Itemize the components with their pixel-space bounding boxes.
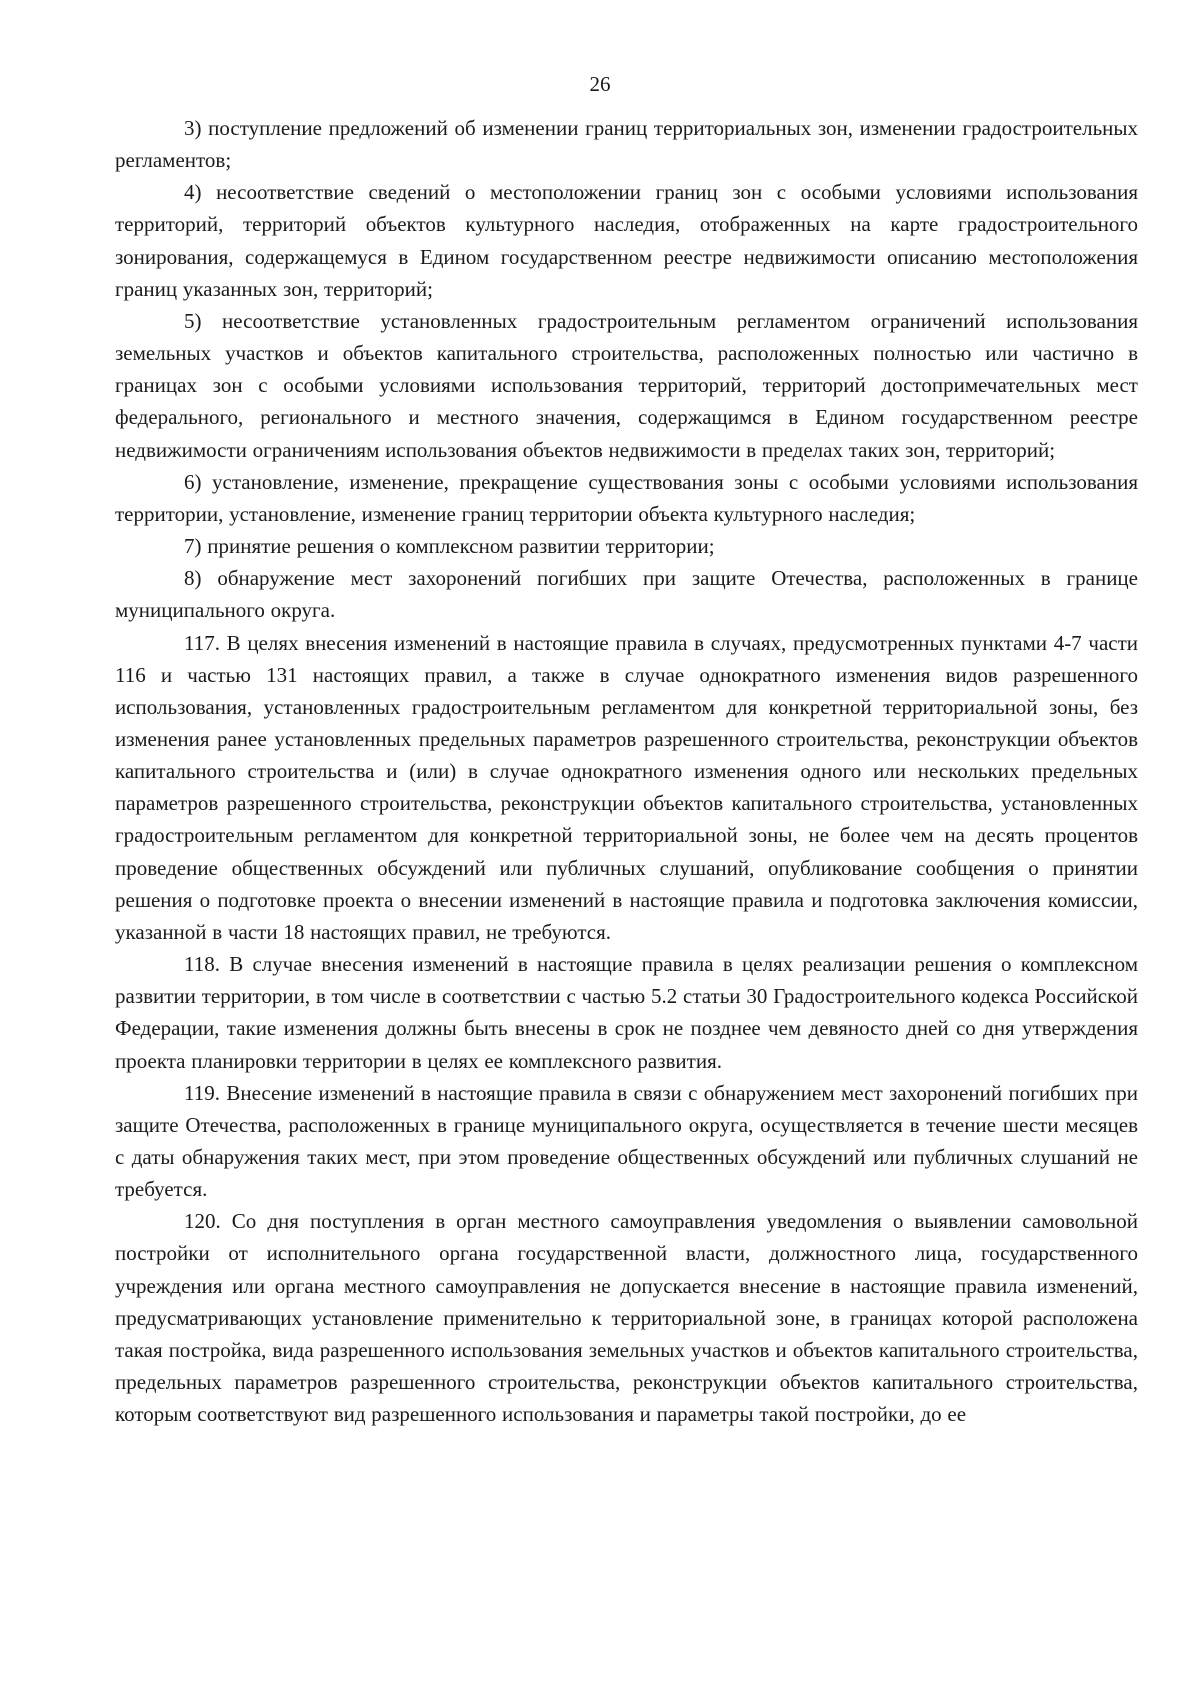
document-body	[115, 112, 1138, 1430]
paragraph-item-6: 6) установление, изменение, прекращение существования зоны с особыми условиями использования территории, установление, изменение границ территории объекта культурного наследия;	[115, 469, 1138, 526]
paragraph-item-5: 5) несоответствие установленных градостроительным регламентом ограничений использования земельных участков и объектов капитального строительства, расположенных полностью или частично в границах зон с особыми условиями использования территорий, территорий достопримечательных мест федерального, регионального и местного значения, содержащимся в Едином государственном реестре недвижимости ограничениям использования объектов недвижимости в пределах таких зон, территорий;	[115, 308, 1138, 462]
clause-118: 118. В случае внесения изменений в настоящие правила в целях реализации решения о комплексном развитии территории, в том числе в соответствии с частью 5.2 статьи 30 Градостроительного кодекса Российской Федерации, такие изменения должны быть внесены в срок не позднее чем девяносто дней со дня утверждения проекта планировки территории в целях ее комплексного развития.	[115, 952, 1138, 1073]
paragraph-item-7: 7) принятие решения о комплексном развитии территории;	[184, 534, 715, 559]
page-number: 26	[589, 72, 611, 96]
clause-120: 120. Со дня поступления в орган местного самоуправления уведомления о выявлении самовольной постройки от исполнительного органа государственной власти, должностного лица, государственного учреждения или органа местного самоуправления не допускается внесение в настоящие правила изменений, предусматривающих установление применительно к территориальной зоне, в границах которой расположена такая постройка, вида разрешенного использования земельных участков и объектов капитального строительства, предельных параметров разрешенного строительства, реконструкции объектов капитального строительства, которым соответствуют вид разрешенного использования и параметры такой постройки, до ее	[115, 1209, 1138, 1427]
clause-119: 119. Внесение изменений в настоящие правила в связи с обнаружением мест захоронений погибших при защите Отечества, расположенных в границе муниципального округа, осуществляется в течение шести месяцев с даты обнаружения таких мест, при этом проведение общественных обсуждений или публичных слушаний не требуется.	[115, 1080, 1138, 1202]
paragraph-item-4: 4) несоответствие сведений о местоположении границ зон с особыми условиями использования территорий, территорий объектов культурного наследия, отображенных на карте градостроительного зонирования, содержащемуся в Едином государственном реестре недвижимости описанию местоположения границ указанных зон, территорий;	[115, 180, 1138, 301]
clause-117: 117. В целях внесения изменений в настоящие правила в случаях, предусмотренных пунктами 4-7 части 116 и частью 131 настоящих правил, а также в случае однократного изменения видов разрешенного использования, установленных градостроительным регламентом для конкретной территориальной зоны, без изменения ранее установленных предельных параметров разрешенного строительства, реконструкции объектов капитального строительства и (или) в случае однократного изменения одного или нескольких предельных параметров разрешенного строительства, реконструкции объектов капитального строительства, установленных градостроительным регламентом для конкретной территориальной зоны, не более чем на десять процентов проведение общественных обсуждений или публичных слушаний, опубликование сообщения о принятии решения о подготовке проекта о внесении изменений в настоящие правила и подготовка заключения комиссии, указанной в части 18 настоящих правил, не требуются.	[115, 630, 1138, 944]
paragraph-item-8: 8) обнаружение мест захоронений погибших при защите Отечества, расположенных в границе муниципального округа.	[115, 566, 1138, 623]
paragraph-item-3: 3) поступление предложений об изменении границ территориальных зон, изменении градостроительных регламентов;	[115, 116, 1138, 173]
